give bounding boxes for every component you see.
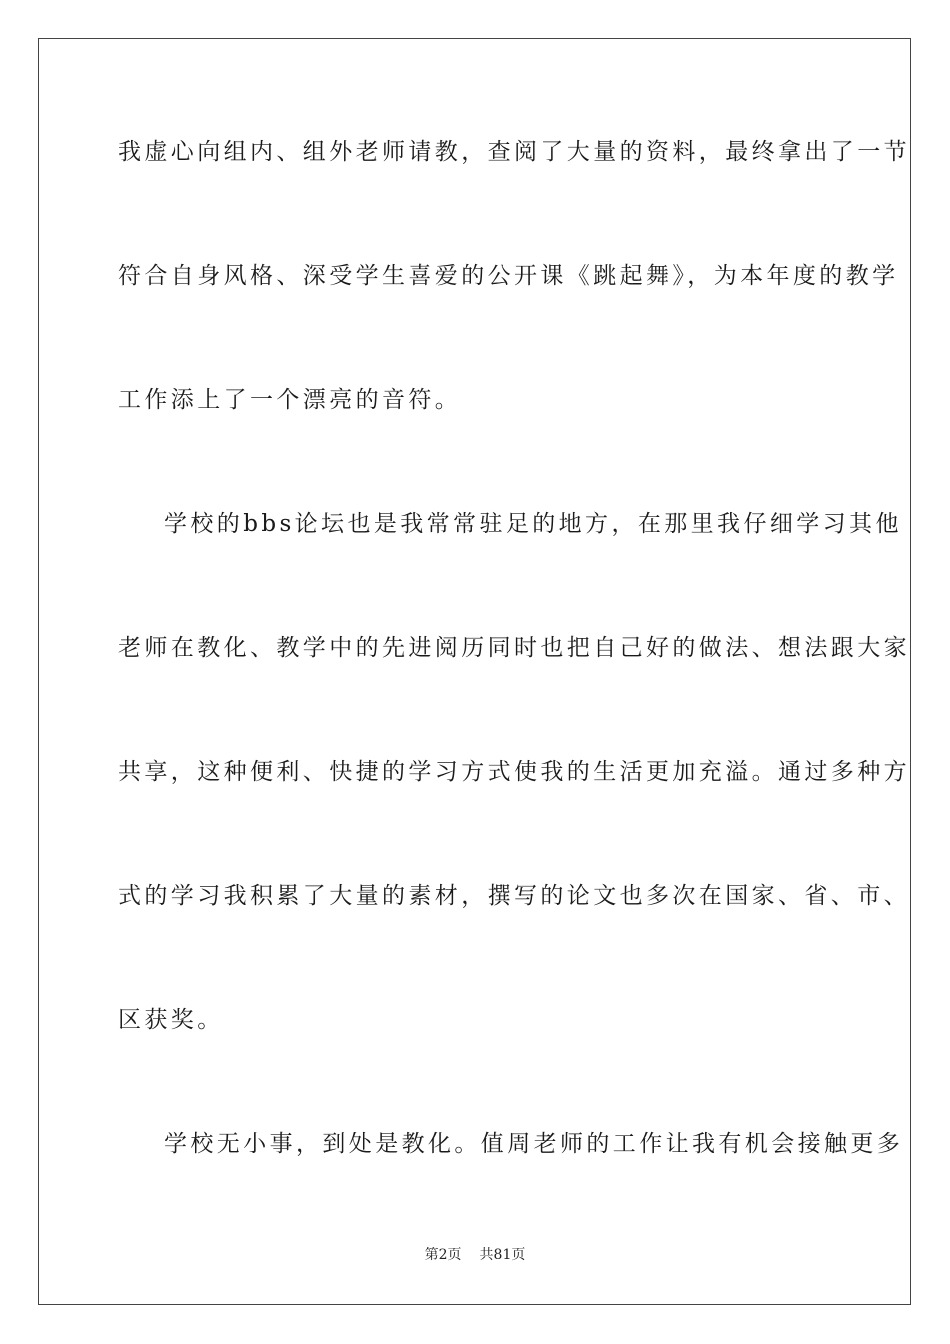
page-border [38,38,911,1305]
body-text-line: 区获奖。 [118,1007,224,1033]
body-text-line: 我虚心向组内、组外老师请教，查阅了大量的资料，最终拿出了一节 [118,139,910,165]
body-text-line: 老师在教化、教学中的先进阅历同时也把自己好的做法、想法跟大家 [118,635,910,661]
page-footer [0,1246,950,1264]
body-text-line: 符合自身风格、深受学生喜爱的公开课《跳起舞》，为本年度的教学 [118,263,899,289]
paragraph-first-line: 学校的bbs论坛也是我常常驻足的地方，在那里我仔细学习其他 [164,511,902,537]
total-pages: 共81页 [479,1247,526,1263]
paragraph-first-line: 学校无小事，到处是教化。值周老师的工作让我有机会接触更多 [164,1131,904,1157]
page-number: 第2页 [424,1247,462,1263]
body-text-line: 式的学习我积累了大量的素材，撰写的论文也多次在国家、省、市、 [118,883,910,909]
body-text-line: 工作添上了一个漂亮的音符。 [118,387,462,413]
body-text-line: 共享，这种便利、快捷的学习方式使我的生活更加充溢。通过多种方 [118,759,910,785]
